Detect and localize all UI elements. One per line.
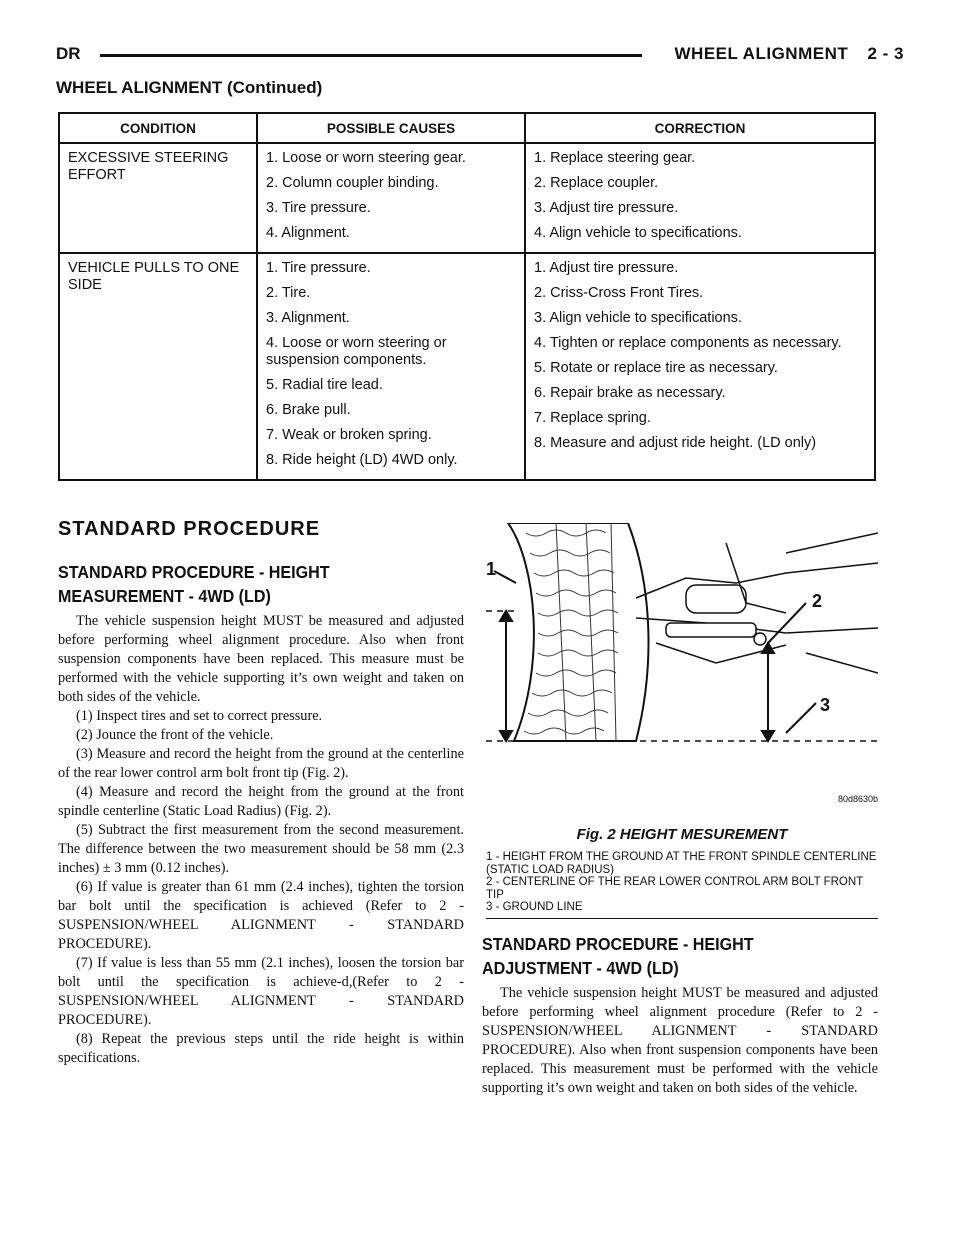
condition-cell: EXCESSIVE STEERING EFFORT xyxy=(59,143,257,253)
figure-legend-item: 3 - GROUND LINE xyxy=(486,901,583,913)
cause-item: 7. Weak or broken spring. xyxy=(266,427,432,443)
cause-item: 8. Ride height (LD) 4WD only. xyxy=(266,452,458,468)
causes-cell xyxy=(257,253,525,480)
causes-cell xyxy=(257,143,525,253)
correction-item: 5. Rotate or replace tire as necessary. xyxy=(534,360,778,376)
procedure-step: (7) If value is less than 55 mm (2.1 inches), loosen the torsion bar bolt until the specification is achieve-d,(Refer to 2 - SUSPENSION/WHEEL ALIGNMENT - STANDARD PROCEDURE). xyxy=(58,955,464,1028)
correction-item: 1. Adjust tire pressure. xyxy=(534,260,679,276)
correction-item: 6. Repair brake as necessary. xyxy=(534,385,726,401)
callout-2: 2 xyxy=(812,591,823,611)
procedure-1-title-line1: STANDARD PROCEDURE - HEIGHT xyxy=(58,562,330,582)
header-model: DR xyxy=(56,44,81,63)
procedure-step: (4) Measure and record the height from the ground at the front spindle centerline (Static Load Radius) (Fig. 2). xyxy=(58,784,464,819)
cause-item: 3. Alignment. xyxy=(266,310,350,326)
diagnosis-table xyxy=(58,112,876,481)
cause-item: 4. Loose or worn steering or suspension components. xyxy=(266,335,447,368)
procedure-1-title-line2: MEASUREMENT - 4WD (LD) xyxy=(58,586,271,606)
table-row xyxy=(59,143,875,253)
procedure-1-intro: The vehicle suspension height MUST be measured and adjusted before performing wheel alignment procedure. Also when front suspension components have been replaced. This measure must be performed with the vehicle supporting it’s own weight and taken on both sides of the vehicle. xyxy=(58,613,464,705)
table-row xyxy=(59,253,875,480)
corrections-cell xyxy=(525,143,875,253)
correction-item: 1. Replace steering gear. xyxy=(534,150,696,166)
procedure-2-title-line2: ADJUSTMENT - 4WD (LD) xyxy=(482,958,679,978)
cause-item: 1. Tire pressure. xyxy=(266,260,371,276)
procedure-1-body xyxy=(58,612,464,1068)
cause-item: 2. Tire. xyxy=(266,285,311,301)
header-rule xyxy=(100,54,642,57)
page-header xyxy=(56,44,904,70)
correction-item: 3. Adjust tire pressure. xyxy=(534,200,679,216)
continued-title: WHEEL ALIGNMENT (Continued) xyxy=(56,78,323,97)
procedure-step: (8) Repeat the previous steps until the ride height is within specifications. xyxy=(58,1031,464,1066)
caption-rule xyxy=(486,918,878,919)
procedure-step: (5) Subtract the first measurement from the second measurement. The difference between the two measurement should be 58 mm (2.3 inches) ± 3 mm (0.12 inches). xyxy=(58,822,464,876)
header-section: WHEEL ALIGNMENT xyxy=(674,44,849,63)
procedure-step: (2) Jounce the front of the vehicle. xyxy=(76,727,274,743)
cause-item: 2. Column coupler binding. xyxy=(266,175,439,191)
callout-3: 3 xyxy=(820,695,831,715)
correction-item: 2. Criss-Cross Front Tires. xyxy=(534,285,704,301)
figure-legend-item: 1 - HEIGHT FROM THE GROUND AT THE FRONT SPINDLE CENTERLINE (STATIC LOAD RADIUS) xyxy=(486,851,877,876)
correction-item: 8. Measure and adjust ride height. (LD only) xyxy=(534,435,817,451)
procedure-2-text: The vehicle suspension height MUST be measured and adjusted before performing wheel alignment procedure (Refer to 2 - SUSPENSION/WHEEL ALIGNMENT - STANDARD PROCEDURE). Also when front suspension components have been replaced. This measurement must be performed with the vehicle supporting it’s own weight and taken on both sides of the vehicle. xyxy=(482,985,878,1096)
cause-item: 3. Tire pressure. xyxy=(266,200,371,216)
correction-item: 7. Replace spring. xyxy=(534,410,651,426)
section-title: STANDARD PROCEDURE xyxy=(58,518,321,540)
correction-item: 4. Tighten or replace components as necessary. xyxy=(534,335,842,351)
cause-item: 1. Loose or worn steering gear. xyxy=(266,150,466,166)
header-page-number: 2 - 3 xyxy=(867,44,904,63)
procedure-step: (6) If value is greater than 61 mm (2.4 inches), tighten the torsion bar bolt until the specification is achieved (Refer to 2 - SUSPENSION/WHEEL ALIGNMENT - STANDARD PROCEDURE). xyxy=(58,879,464,952)
figure-legend-item: 2 - CENTERLINE OF THE REAR LOWER CONTROL ARM BOLT FRONT TIP xyxy=(486,876,863,901)
procedure-2-title xyxy=(482,932,754,980)
column-header-causes: POSSIBLE CAUSES xyxy=(257,113,525,143)
cause-item: 5. Radial tire lead. xyxy=(266,377,383,393)
figure-caption: Fig. 2 HEIGHT MESUREMENT xyxy=(576,826,788,843)
procedure-2-title-line1: STANDARD PROCEDURE - HEIGHT xyxy=(482,934,754,954)
figure-code: 80d8630b xyxy=(837,794,878,804)
procedure-step: (3) Measure and record the height from the ground at the centerline of the rear lower control arm bolt front tip (Fig. 2). xyxy=(58,746,464,781)
procedure-step: (1) Inspect tires and set to correct pressure. xyxy=(76,708,323,724)
correction-item: 2. Replace coupler. xyxy=(534,175,659,191)
figure-caption-block xyxy=(486,826,878,919)
procedure-2-body xyxy=(482,984,878,1098)
callout-1: 1 xyxy=(486,559,497,579)
correction-item: 4. Align vehicle to specifications. xyxy=(534,225,742,241)
correction-item: 3. Align vehicle to specifications. xyxy=(534,310,742,326)
header-right xyxy=(661,44,904,64)
column-header-condition: CONDITION xyxy=(59,113,257,143)
procedure-1-title xyxy=(58,560,330,608)
condition-cell: VEHICLE PULLS TO ONE SIDE xyxy=(59,253,257,480)
cause-item: 4. Alignment. xyxy=(266,225,350,241)
height-measurement-figure xyxy=(486,523,878,835)
suspension-illustration xyxy=(486,523,878,803)
corrections-cell xyxy=(525,253,875,480)
column-header-correction: CORRECTION xyxy=(525,113,875,143)
cause-item: 6. Brake pull. xyxy=(266,402,351,418)
